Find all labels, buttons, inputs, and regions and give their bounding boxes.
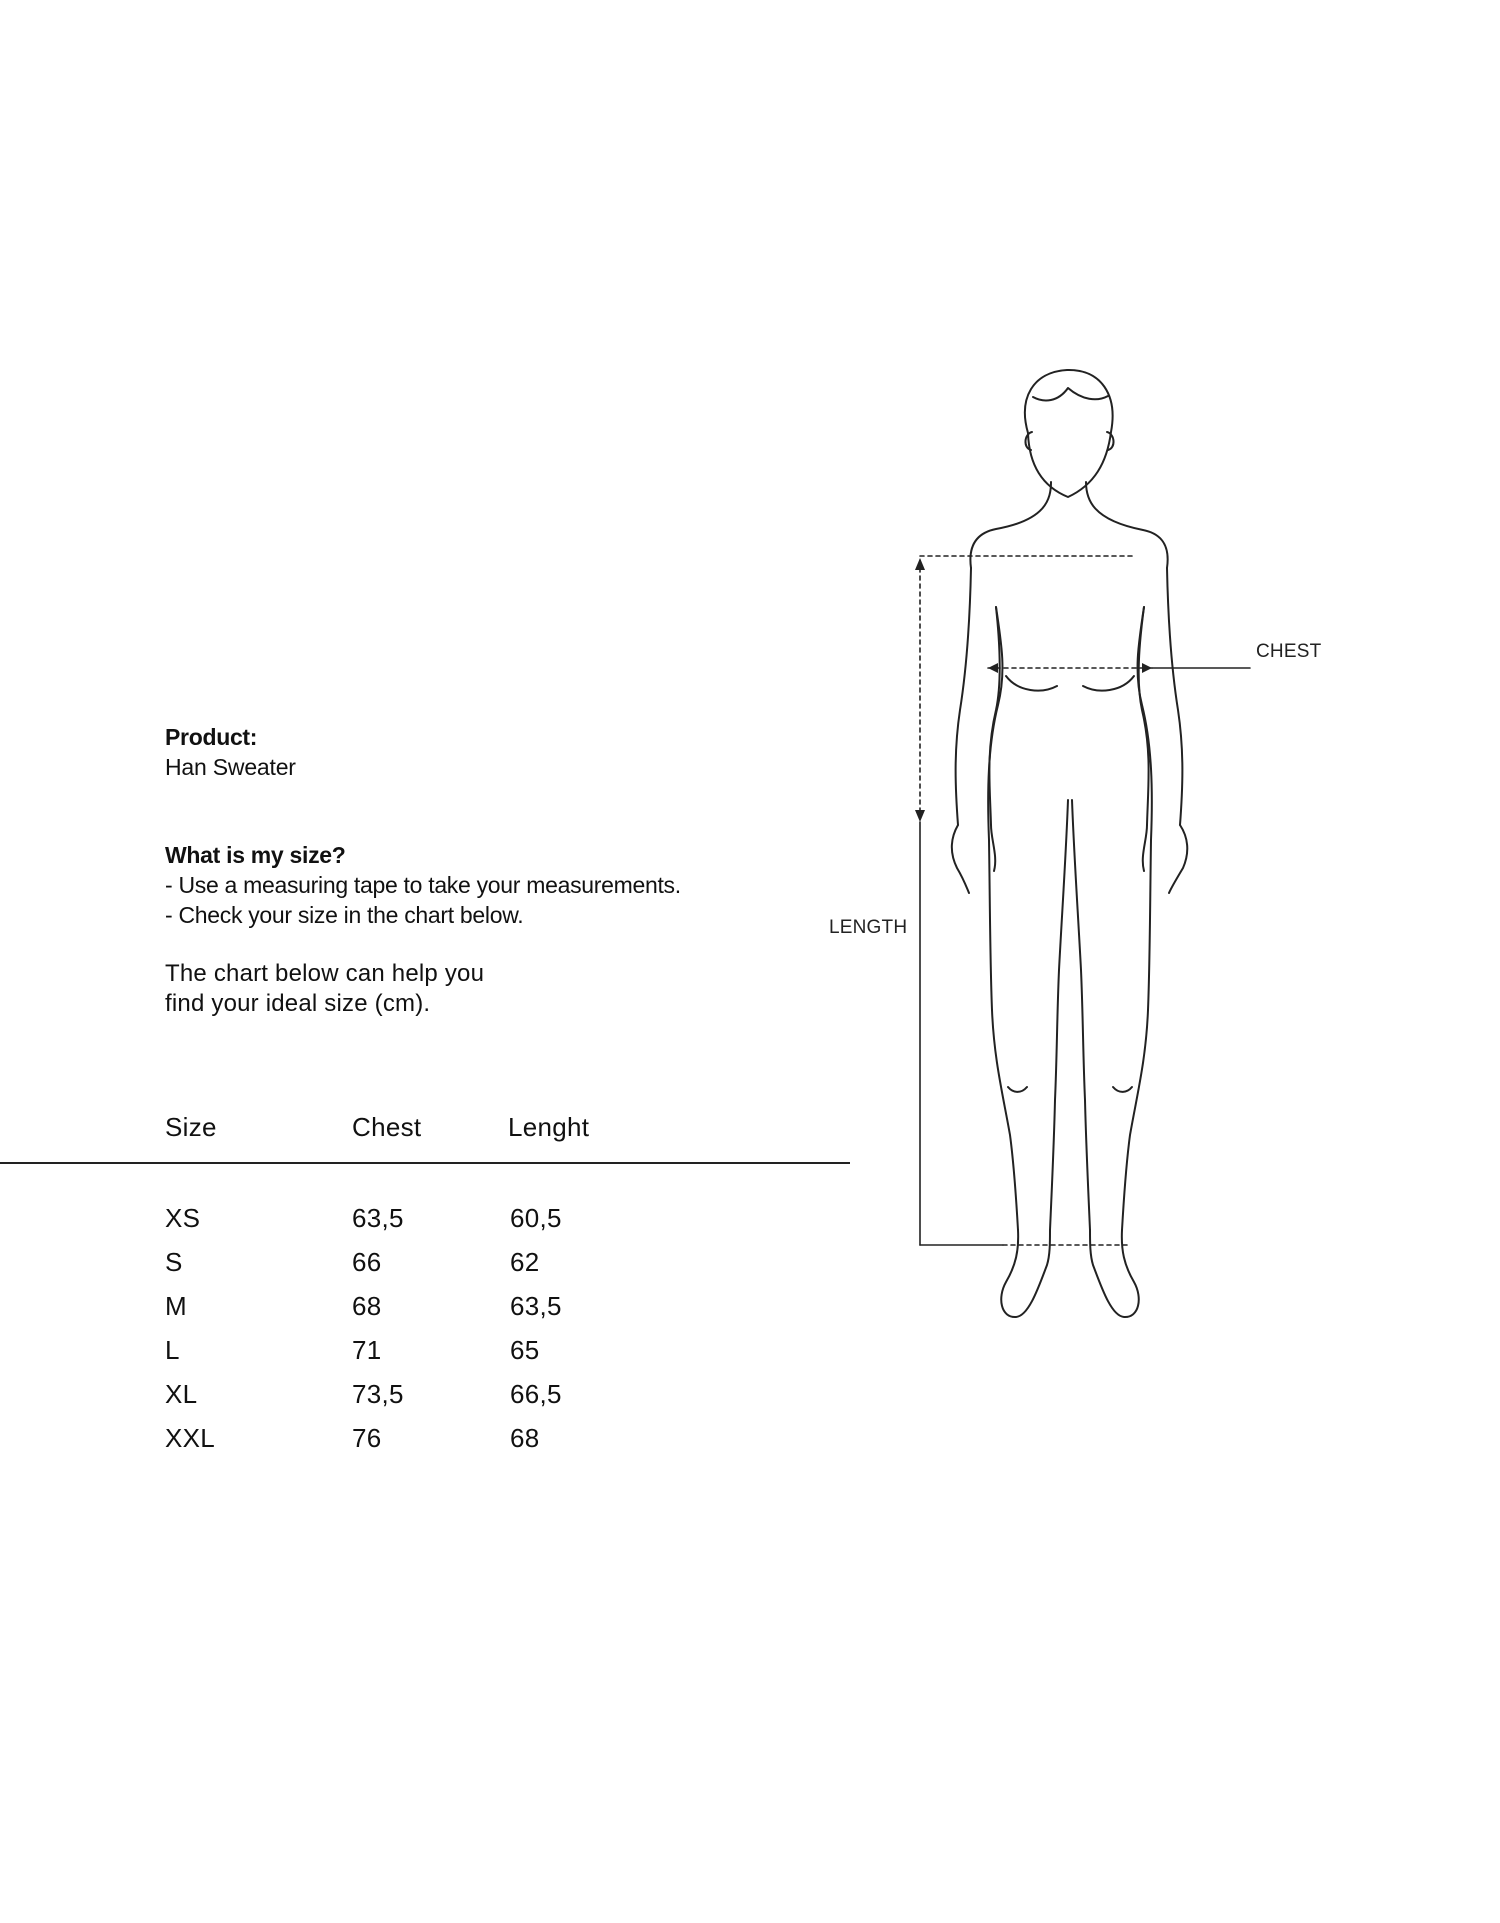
instruction-check-chart: - Check your size in the chart below. (165, 902, 524, 928)
column-header-size: Size (165, 1112, 217, 1142)
cell-length: 63,5 (510, 1291, 562, 1321)
cell-chest: 66 (352, 1247, 382, 1277)
product-label: Product: (165, 724, 258, 750)
instruction-measure: - Use a measuring tape to take your measurements. (165, 872, 681, 898)
cell-chest: 68 (352, 1291, 382, 1321)
table-row (0, 1291, 850, 1331)
cell-chest: 76 (352, 1423, 382, 1453)
table-header-divider (0, 1162, 850, 1164)
column-header-chest: Chest (352, 1112, 422, 1142)
cell-length: 60,5 (510, 1203, 562, 1233)
cell-size: XXL (165, 1423, 216, 1453)
cell-size: L (165, 1335, 180, 1365)
cell-size: XS (165, 1203, 201, 1233)
cell-size: M (165, 1291, 187, 1321)
table-row (0, 1203, 850, 1243)
table-row (0, 1335, 850, 1375)
length-measurement-label: LENGTH (829, 917, 908, 938)
table-row (0, 1379, 850, 1419)
help-text-line-2: find your ideal size (cm). (165, 990, 431, 1017)
cell-length: 62 (510, 1247, 540, 1277)
table-row (0, 1423, 850, 1463)
cell-size: S (165, 1247, 183, 1277)
cell-length: 66,5 (510, 1379, 562, 1409)
table-row (0, 1247, 850, 1287)
cell-chest: 63,5 (352, 1203, 404, 1233)
column-header-length: Lenght (508, 1112, 590, 1142)
cell-chest: 71 (352, 1335, 382, 1365)
chest-measurement-label: CHEST (1256, 641, 1322, 662)
product-name: Han Sweater (165, 754, 296, 780)
help-text-line-1: The chart below can help you (165, 960, 485, 987)
size-question-heading: What is my size? (165, 842, 346, 868)
cell-length: 68 (510, 1423, 540, 1453)
cell-chest: 73,5 (352, 1379, 404, 1409)
cell-length: 65 (510, 1335, 540, 1365)
cell-size: XL (165, 1379, 198, 1409)
